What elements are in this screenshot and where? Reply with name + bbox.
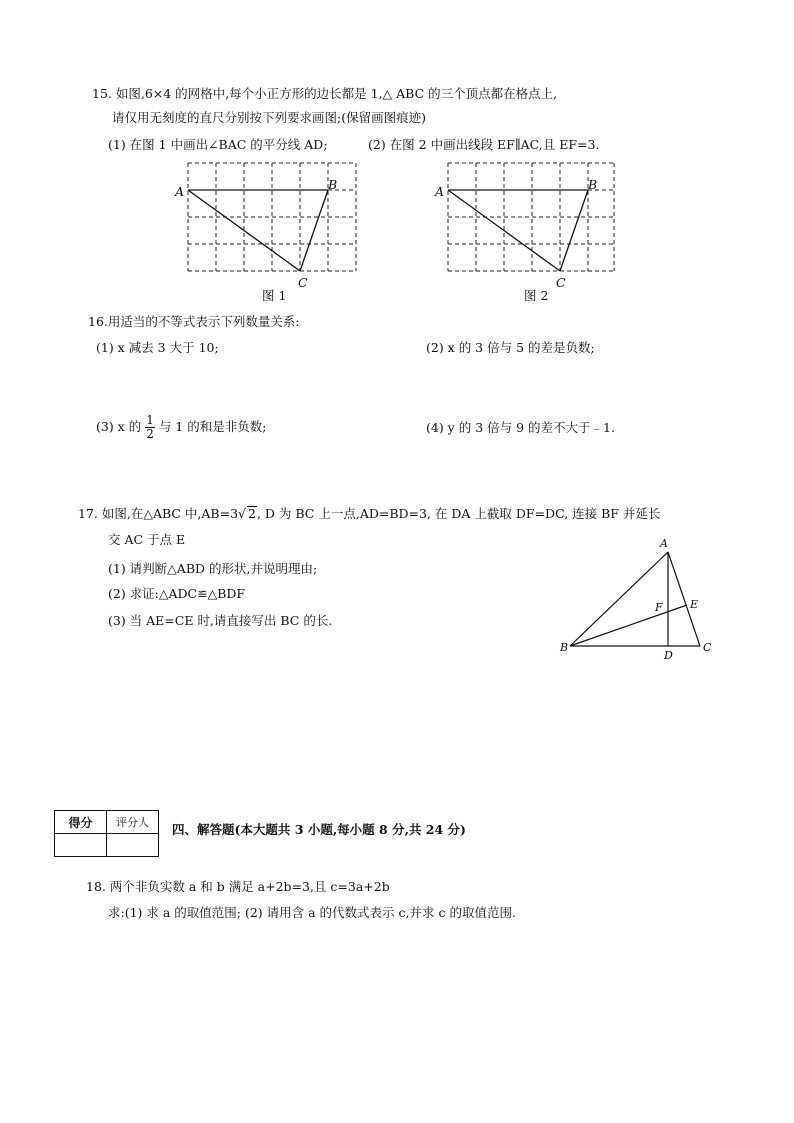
q17-label-b: B xyxy=(560,641,569,654)
q17-line2: 交 AC 于点 E xyxy=(108,532,186,547)
q17-part1: (1) 请判断△ABD 的形状,并说明理由; xyxy=(108,561,318,576)
q18-line2: 求:(1) 求 a 的取值范围; (2) 请用含 a 的代数式表示 c,并求 c 的取值范围. xyxy=(108,905,516,920)
q17-label-e: E xyxy=(690,598,699,611)
fig1-label-a: A xyxy=(175,184,185,199)
fig2-label-b: B xyxy=(588,177,598,192)
q17-label-c: C xyxy=(703,641,712,654)
fig2-caption: 图 2 xyxy=(524,288,549,303)
sqrt-sign: √ xyxy=(238,506,247,521)
fig2-label-a: A xyxy=(435,184,445,199)
grader-header: 评分人 xyxy=(107,811,159,834)
q15-line2: 请仅用无刻度的直尺分别按下列要求画图;(保留画图痕迹) xyxy=(112,110,426,125)
fig1-label-b: B xyxy=(328,177,338,192)
q15-part2: (2) 在图 2 中画出线段 EF∥AC,且 EF=3. xyxy=(368,137,600,152)
grader-cell[interactable] xyxy=(107,834,159,857)
sqrt-radicand: 2 xyxy=(248,506,256,521)
q17-line1 xyxy=(78,506,660,522)
q16-part3 xyxy=(96,412,266,442)
section4-title: 四、解答题(本大题共 3 小题,每小题 8 分,共 24 分) xyxy=(172,822,466,837)
fig1-label-c: C xyxy=(298,275,308,290)
q15-line1: 15. 如图,6×4 的网格中,每个小正方形的边长都是 1,△ ABC 的三个顶点都在格点上, xyxy=(92,86,558,101)
q16-title: 16.用适当的不等式表示下列数量关系: xyxy=(88,314,300,329)
q18-line1: 18. 两个非负实数 a 和 b 满足 a+2b=3,且 c=3a+2b xyxy=(86,879,390,894)
q17-label-d: D xyxy=(664,649,673,662)
q17-part2: (2) 求证:△ADC≌△BDF xyxy=(108,586,246,601)
q17-line1-post: , D 为 BC 上一点,AD=BD=3, 在 DA 上截取 DF=DC, 连接 BF 并延长 xyxy=(256,506,661,521)
q17-label-f: F xyxy=(655,601,663,614)
q16-part4: (4) y 的 3 倍与 9 的差不大于﹣1. xyxy=(426,420,615,435)
score-table xyxy=(54,810,159,857)
q15-part1: (1) 在图 1 中画出∠BAC 的平分线 AD; xyxy=(108,137,328,152)
fraction-numerator: 1 xyxy=(146,413,154,427)
q16-part1: (1) x 减去 3 大于 10; xyxy=(96,340,219,355)
fig2-label-c: C xyxy=(556,275,566,290)
q17-triangle-figure xyxy=(560,540,710,660)
q16-part2: (2) x 的 3 倍与 5 的差是负数; xyxy=(426,340,595,355)
fig1-caption: 图 1 xyxy=(262,288,287,303)
q17-line1-pre: 17. 如图,在△ABC 中,AB=3 xyxy=(78,506,239,521)
q17-part3: (3) 当 AE=CE 时,请直接写出 BC 的长. xyxy=(108,613,333,628)
score-header: 得分 xyxy=(55,811,107,834)
q16-part3-pre: (3) x 的 xyxy=(96,419,142,434)
q16-part3-post: 与 1 的和是非负数; xyxy=(158,419,267,434)
fraction-half xyxy=(145,414,155,441)
q17-label-a: A xyxy=(660,537,668,550)
fraction-denominator: 2 xyxy=(146,427,154,441)
score-cell[interactable] xyxy=(55,834,107,857)
